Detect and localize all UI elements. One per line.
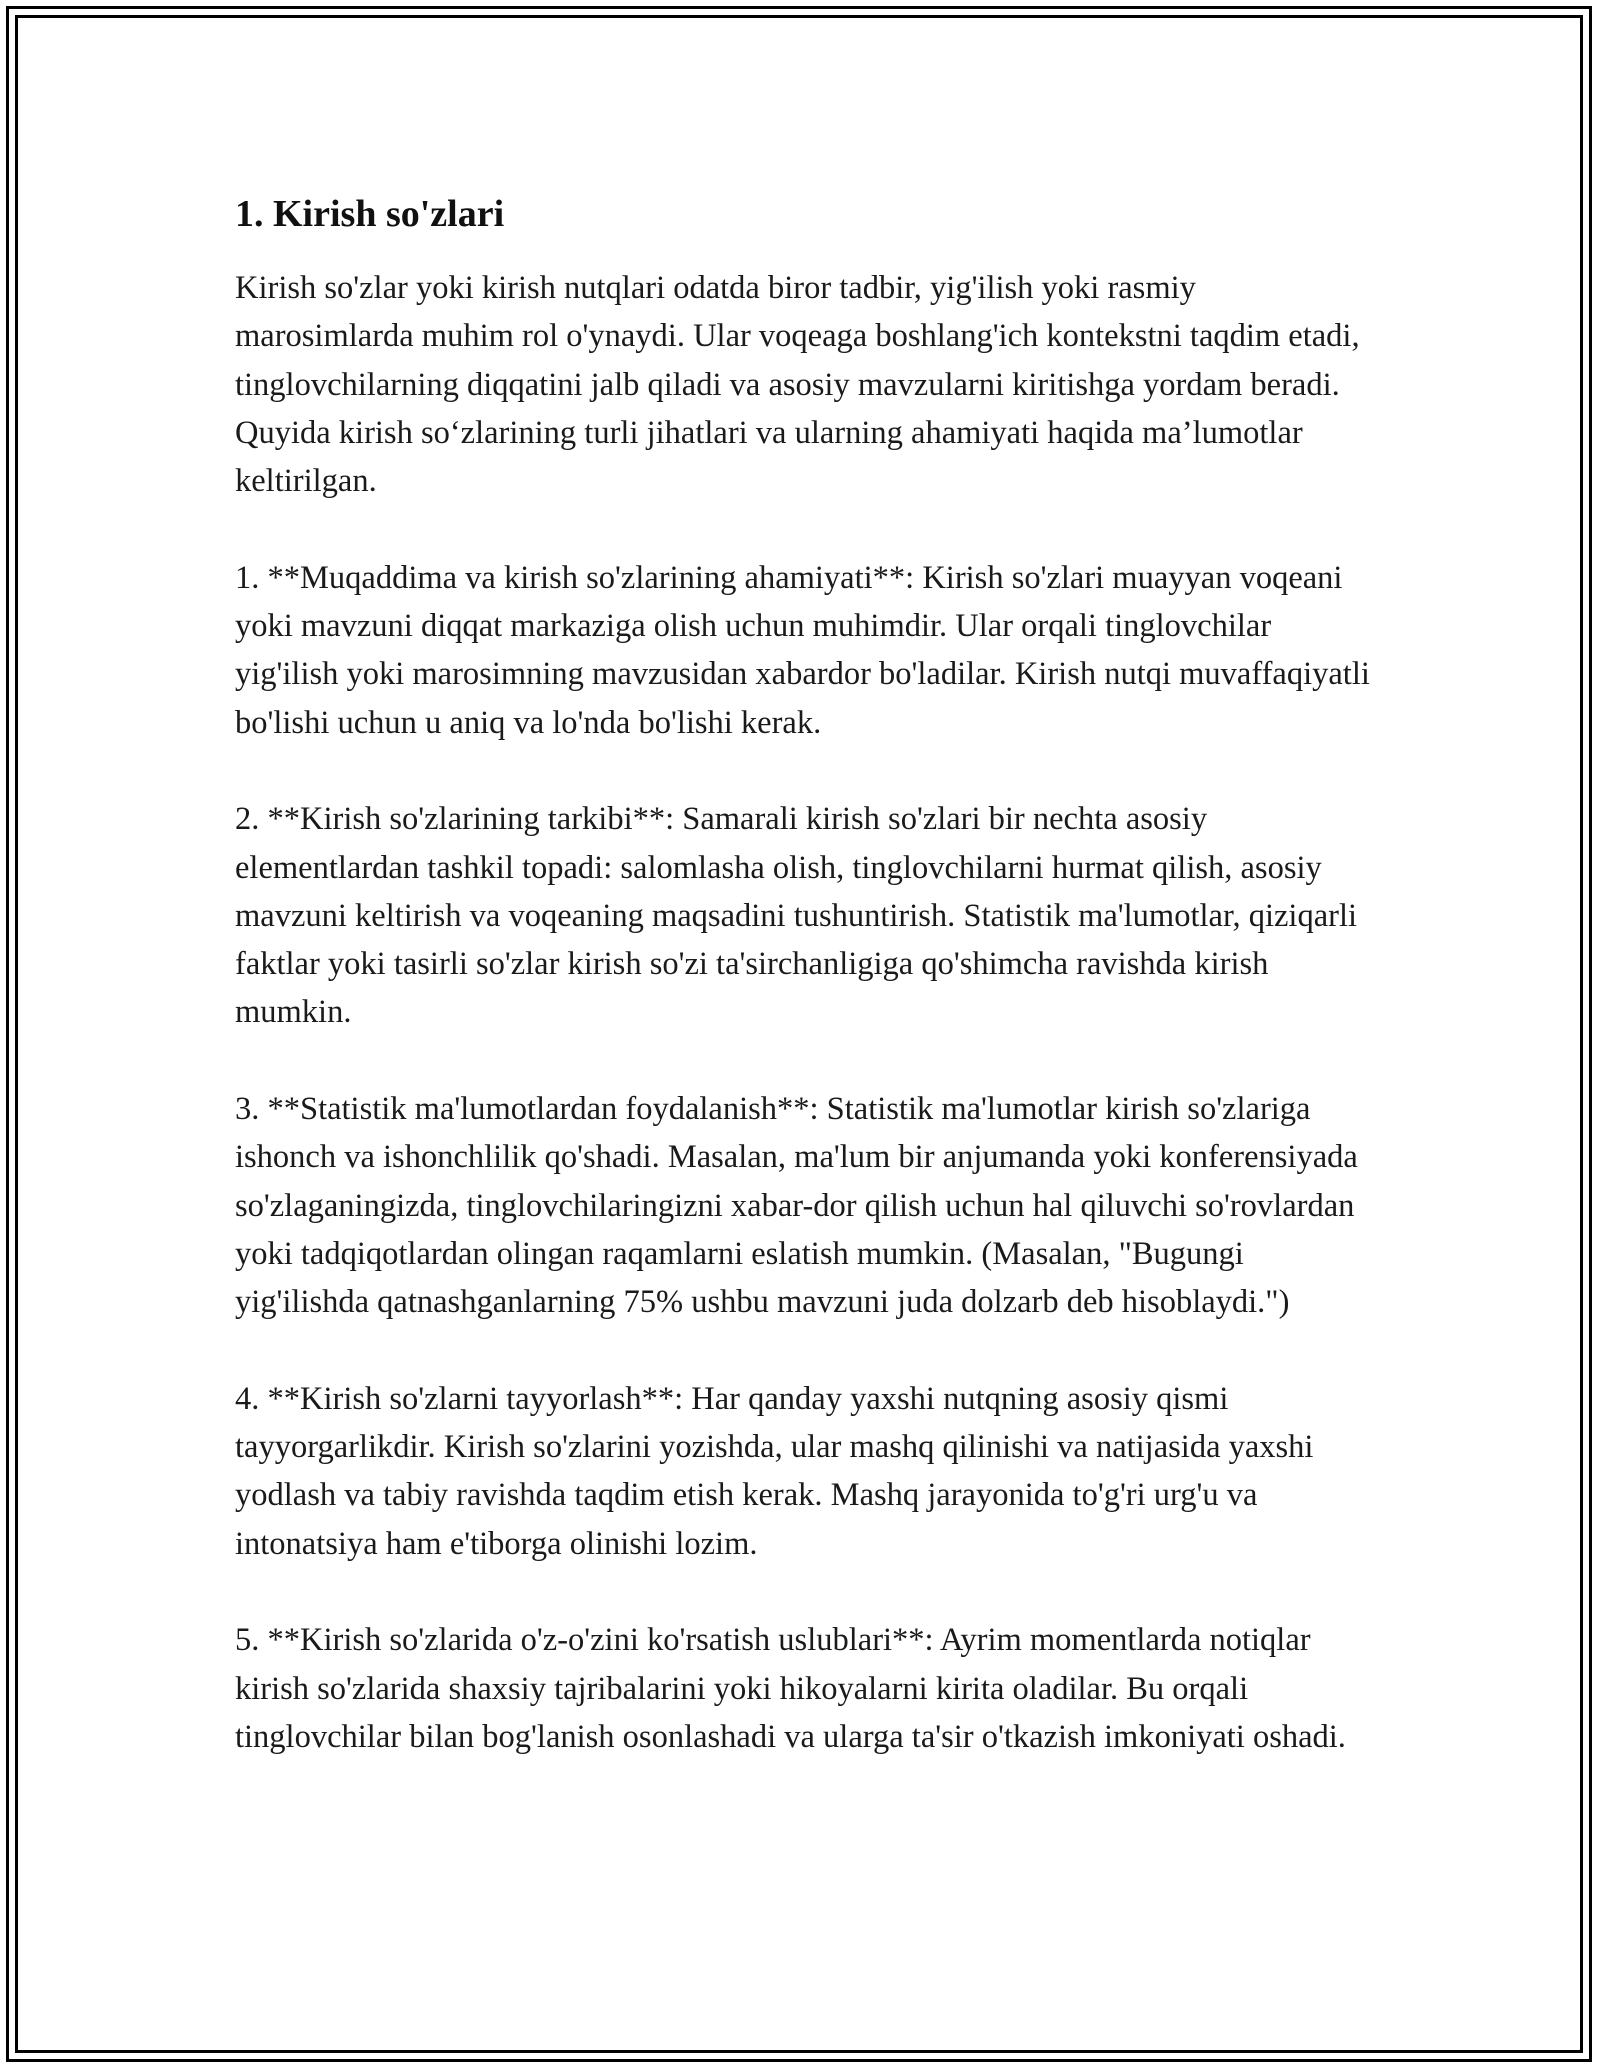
section-title: 1. Kirish so'zlari [235, 193, 505, 235]
point-1-paragraph: 1. **Muqaddima va kirish so'zlarining ahamiyati**: Kirish so'zlari muayyan voqeani yoki mavzuni diqqat markaziga olish uchun muhimdir. Ular orqali tinglovchilar yig'ilish yoki marosimning mavzusidan xabardor bo'ladilar. Kirish nutqi muvaffaqiyatli bo'lishi uchun u aniq va lo'nda bo'lishi kerak. [235, 559, 1370, 741]
intro-paragraph: Kirish so'zlar yoki kirish nutqlari odatda biror tadbir, yig'ilish yoki rasmiy marosimlarda muhim rol o'ynaydi. Ular voqeaga boshlang'ich kontekstni taqdim etadi, tinglovchilarning diqqatini jalb qiladi va asosiy mavzularni kiritishga yordam beradi. Quyida kirish so‘zlarining turli jihatlari va ularning ahamiyati haqida ma’lumotlar keltirilgan. [235, 270, 1360, 500]
point-3-paragraph: 3. **Statistik ma'lumotlardan foydalanish**: Statistik ma'lumotlar kirish so'zlariga ishonch va ishonchlilik qo'shadi. Masalan, ma'lum bir anjumanda yoki konferensiyada so'zlaganingizda, tinglovchilaringizni xabar-dor qilish uchun hal qiluvchi so'rovlardan yoki tadqiqotlardan olingan raqamlarni eslatish mumkin. (Masalan, "Bugungi yig'ilishda qatnashganlarning 75% ushbu mavzuni juda dolzarb deb hisoblaydi.") [235, 1091, 1358, 1321]
document-body [235, 186, 1370, 1810]
point-5-paragraph: 5. **Kirish so'zlarida o'z-o'zini ko'rsatish uslublari**: Ayrim momentlarda notiqlar kirish so'zlarida shaxsiy tajribalarini yoki hikoyalarni kirita oladilar. Bu orqali tinglovchilar bilan bog'lanish osonlashadi va ularga ta'sir o'tkazish imkoniyati oshadi. [235, 1622, 1346, 1755]
point-4-paragraph: 4. **Kirish so'zlarni tayyorlash**: Har qanday yaxshi nutqning asosiy qismi tayyorgarlikdir. Kirish so'zlarini yozishda, ular mashq qilinishi va natijasida yaxshi yodlash va tabiy ravishda taqdim etish kerak. Mashq jarayonida to'g'ri urg'u va intonatsiya ham e'tiborga olinishi lozim. [235, 1380, 1314, 1562]
point-2-paragraph: 2. **Kirish so'zlarining tarkibi**: Samarali kirish so'zlari bir nechta asosiy elementlardan tashkil topadi: salomlasha olish, tinglovchilarni hurmat qilish, asosiy mavzuni keltirish va voqeaning maqsadini tushuntirish. Statistik ma'lumotlar, qiziqarli faktlar yoki tasirli so'zlar kirish so'zi ta'sirchanligiga qo'shimcha ravishda kirish mumkin. [235, 801, 1358, 1031]
